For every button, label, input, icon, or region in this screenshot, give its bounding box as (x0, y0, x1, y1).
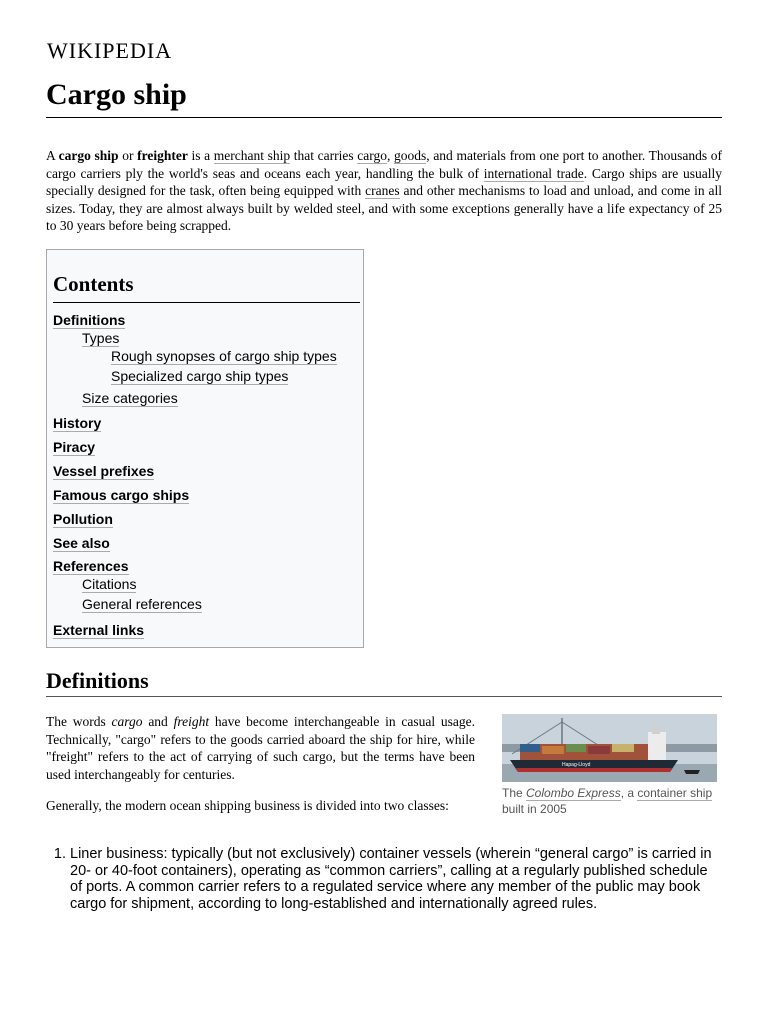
table-of-contents (46, 249, 364, 648)
toc-heading: Contents (53, 272, 360, 303)
text-run: freight (173, 714, 210, 729)
text-run: or (118, 148, 138, 163)
toc-item[interactable] (53, 439, 95, 455)
toc-item-label: History (53, 415, 102, 431)
toc-item[interactable] (53, 312, 125, 328)
text-run: have become interchangeable in casual usage. Technically, "cargo" refers to the goods carried aboard the ship for hire, while "freight" refers to the act of carrying of such cargo, but the terms have been used interchangeably for centuries. (46, 714, 475, 782)
inline-link[interactable]: merchant ship (213, 148, 291, 163)
toc-item-label: Specialized cargo ship types (111, 368, 289, 384)
shipping-classes-list (46, 846, 722, 912)
text-run: built in 2005 (502, 802, 567, 816)
text-run: and other mechanisms to load and unload, and come in all sizes. Today, they are almost always built by welded steel, and with some exceptions generally have a life expectancy of 25 to 30 years before being scrapped. (46, 183, 722, 234)
definitions-paragraph-1 (46, 713, 475, 783)
toc-item-label: Vessel prefixes (53, 463, 155, 479)
toc-item[interactable] (82, 390, 178, 406)
text-run: , and materials from one port to another. Thousands of cargo carriers ply the world's seas and oceans each year, handling the bulk of (46, 148, 722, 181)
inline-link[interactable]: cargo (357, 148, 388, 163)
list-item: 1. Liner business: typically (but not exclusively) container vessels (wherein “general cargo” is carried in 20- or 40-foot containers), operating as “common carriers”, calling at a regularly published schedule of ports. A common carrier refers to a regulated service where any member of the public may book cargo for shipment, according to long-established and internationally agreed rules. (70, 846, 722, 912)
text-run: and (142, 714, 174, 729)
text-run: The words (46, 714, 112, 729)
container-ship-image[interactable] (502, 714, 717, 782)
toc-item[interactable] (53, 511, 113, 527)
figure-container-ship (502, 714, 717, 817)
section-underline (46, 696, 722, 697)
toc-item-label: Rough synopses of cargo ship types (111, 348, 337, 364)
toc-item[interactable] (53, 487, 189, 503)
bold-term: cargo ship (58, 148, 119, 163)
toc-item-label: External links (53, 622, 145, 638)
text-run: cargo (111, 714, 143, 729)
text-run: , (387, 148, 395, 163)
toc-item[interactable] (111, 368, 288, 384)
toc-item-label: Pollution (53, 511, 113, 527)
toc-item-label: General references (82, 596, 202, 612)
toc-item[interactable] (53, 415, 101, 431)
inline-link[interactable]: goods (394, 148, 427, 163)
toc-item[interactable] (53, 463, 154, 479)
inline-link[interactable]: cranes (365, 183, 400, 199)
figure-caption (502, 785, 717, 817)
toc-item-label: Famous cargo ships (53, 487, 190, 503)
toc-item[interactable] (53, 558, 129, 574)
toc-item-label: Size categories (82, 390, 178, 406)
hull-lettering: Hapag-Lloyd (562, 762, 591, 768)
toc-item-label: Citations (82, 576, 137, 592)
page-title: Cargo ship (46, 78, 187, 111)
text-run: , a (620, 786, 638, 800)
toc-item[interactable] (53, 622, 144, 638)
definitions-paragraph-2: Generally, the modern ocean shipping business is divided into two classes: (46, 798, 449, 813)
toc-item-label: References (53, 558, 129, 574)
toc-item-label: Types (82, 330, 120, 346)
toc-item[interactable] (53, 535, 110, 551)
toc-item[interactable] (82, 576, 136, 592)
section-heading-definitions: Definitions (46, 668, 149, 693)
toc-item-label: Piracy (53, 439, 96, 455)
wikipedia-wordmark[interactable]: WIKIPEDIA (47, 38, 173, 63)
text-run: is a (187, 148, 214, 163)
inline-link[interactable]: Colombo Express (526, 786, 621, 800)
text-run: The (502, 786, 527, 800)
inline-link[interactable]: container ship (637, 786, 713, 800)
toc-item[interactable] (82, 330, 119, 346)
title-underline (46, 117, 722, 118)
text-run: A (46, 148, 59, 163)
text-run: that carries (290, 148, 358, 163)
intro-paragraph (46, 147, 722, 235)
toc-item[interactable] (82, 596, 202, 612)
toc-item-label: Definitions (53, 312, 126, 328)
toc-item-label: See also (53, 535, 110, 551)
bold-term: freighter (137, 148, 188, 163)
text-run: . Cargo ships are usually specially designed for the task, often being equipped with (46, 165, 722, 199)
inline-link[interactable]: international trade (483, 165, 584, 181)
toc-item[interactable] (111, 348, 337, 364)
